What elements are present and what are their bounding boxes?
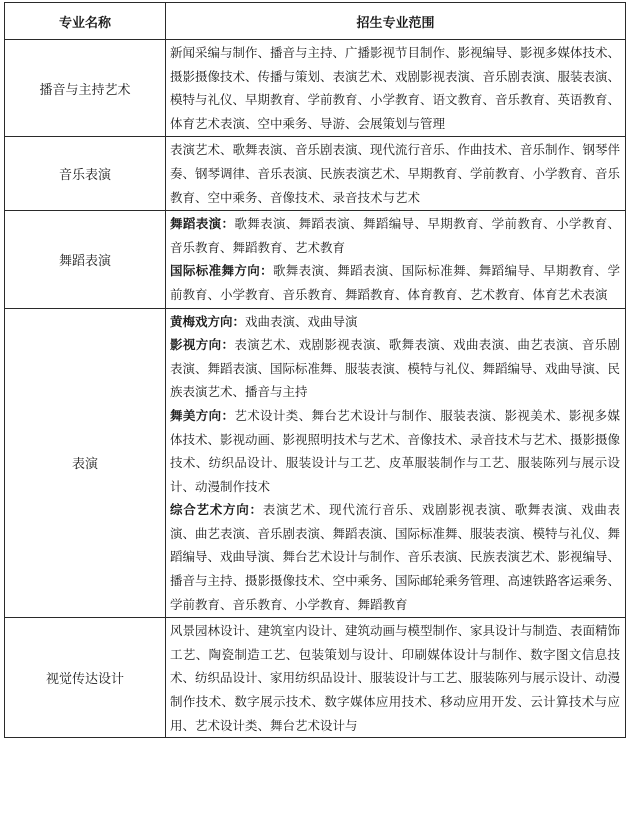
scope-group: [170, 498, 620, 616]
major-name: 舞蹈表演: [5, 211, 166, 308]
direction-text: 歌舞表演、舞蹈表演、国际标准舞、舞蹈编导、早期教育、学前教育、小学教育、音乐教育、舞蹈教育、体育教育、艺术教育、体育艺术表演: [170, 263, 620, 302]
direction-text: 艺术设计类、舞台艺术设计与制作、服装表演、影视美术、影视多媒体技术、影视动画、影视照明技术与艺术、音像技术、录音技术与艺术、摄影摄像技术、纺织品设计、服装设计与工艺、皮革服装制作与工艺、服装陈列与展示设计、动漫制作技术: [170, 407, 621, 494]
direction-label: 影视方向：: [170, 337, 235, 353]
major-scope-table: [4, 2, 626, 738]
direction-text: 歌舞表演、舞蹈表演、舞蹈编导、早期教育、学前教育、小学教育、音乐教育、舞蹈教育、艺术教育: [170, 216, 620, 255]
scope-group: [170, 404, 620, 498]
direction-text: 戏曲表演、戏曲导演: [245, 313, 358, 329]
table-row: [5, 137, 626, 211]
major-scope: [166, 308, 626, 618]
direction-text: 表演艺术、戏剧影视表演、歌舞表演、戏曲表演、曲艺表演、音乐剧表演、舞蹈表演、国际标准舞、服装表演、模特与礼仪、舞蹈编导、戏曲导演、民族表演艺术、播音与主持: [170, 337, 621, 400]
major-scope: 风景园林设计、建筑室内设计、建筑动画与模型制作、家具设计与制造、表面精饰工艺、陶瓷制造工艺、包装策划与设计、印刷媒体设计与制作、数字图文信息技术、纺织品设计、家用纺织品设计、服装设计与工艺、服装陈列与展示设计、动漫制作技术、数字展示技术、数字媒体应用技术、移动应用开发、云计算技术与应用、艺术设计类、舞台艺术设计与: [166, 618, 626, 738]
direction-label: 舞美方向：: [170, 407, 235, 423]
major-scope: [166, 211, 626, 308]
scope-group: [170, 259, 620, 306]
scope-group: [170, 310, 620, 334]
table-row: [5, 211, 626, 308]
table-row: [5, 618, 626, 738]
direction-label: 国际标准舞方向：: [170, 263, 273, 279]
scope-group: [170, 333, 620, 404]
major-name: 视觉传达设计: [5, 618, 166, 738]
table-header-row: [5, 3, 626, 40]
direction-label: 综合艺术方向：: [170, 502, 263, 518]
direction-label: 黄梅戏方向：: [170, 313, 246, 329]
header-major-name: 专业名称: [5, 3, 166, 40]
major-name: 表演: [5, 308, 166, 618]
table-row: [5, 40, 626, 137]
table-row: [5, 308, 626, 618]
major-scope: 表演艺术、歌舞表演、音乐剧表演、现代流行音乐、作曲技术、音乐制作、钢琴伴奏、钢琴调律、音乐表演、民族表演艺术、早期教育、学前教育、小学教育、音乐教育、空中乘务、音像技术、录音技术与艺术: [166, 137, 626, 211]
header-enrollment-scope: 招生专业范围: [166, 3, 626, 40]
major-name: 音乐表演: [5, 137, 166, 211]
scope-group: [170, 212, 620, 259]
direction-label: 舞蹈表演：: [170, 216, 235, 232]
major-scope: 新闻采编与制作、播音与主持、广播影视节目制作、影视编导、影视多媒体技术、摄影摄像技术、传播与策划、表演艺术、戏剧影视表演、音乐剧表演、服装表演、模特与礼仪、早期教育、学前教育、小学教育、语文教育、音乐教育、英语教育、体育艺术表演、空中乘务、导游、会展策划与管理: [166, 40, 626, 137]
major-name: 播音与主持艺术: [5, 40, 166, 137]
direction-text: 表演艺术、现代流行音乐、戏剧影视表演、歌舞表演、戏曲表演、曲艺表演、音乐剧表演、舞蹈表演、国际标准舞、服装表演、模特与礼仪、舞蹈编导、戏曲导演、舞台艺术设计与制作、音乐表演、民族表演艺术、影视编导、播音与主持、摄影摄像技术、空中乘务、国际邮轮乘务管理、高速铁路客运乘务、学前教育、音乐教育、小学教育、舞蹈教育: [170, 502, 621, 612]
